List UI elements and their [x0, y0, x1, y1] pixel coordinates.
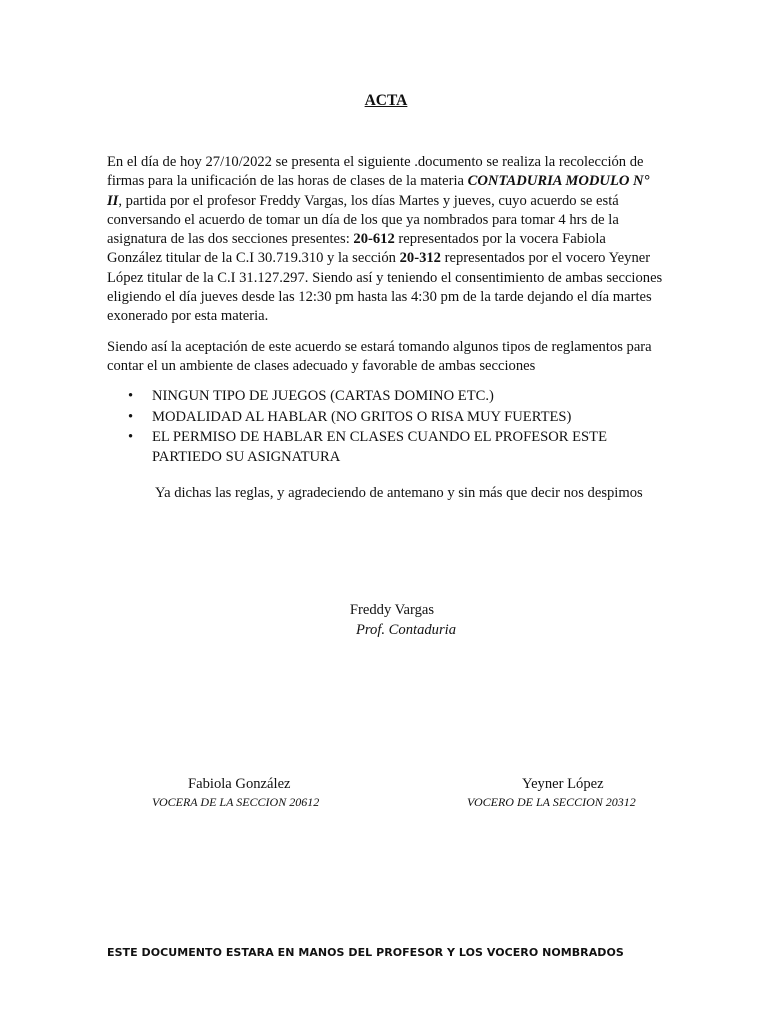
- section-code: 20-312: [399, 250, 441, 267]
- closing-sentence: Ya dichas las reglas, y agradeciendo de antemano y sin más que decir nos despimos: [155, 485, 643, 501]
- rule-text: EL PERMISO DE HABLAR EN CLASES CUANDO EL PROFESOR ESTE PARTIEDO SU ASIGNATURA: [152, 429, 608, 465]
- paragraph-text: representados por la vocera Fabiola González titular de la C.I 30.719.310 y la sección: [107, 231, 606, 267]
- rule-text: NINGUN TIPO DE JUEGOS (CARTAS DOMINO ETC.): [152, 388, 494, 404]
- bullet-icon: •: [128, 388, 134, 404]
- vocero-signature-role: VOCERO DE LA SECCION 20312: [467, 795, 636, 809]
- vocera-signature-name: Fabiola González: [188, 776, 291, 792]
- document-title: ACTA: [364, 92, 408, 109]
- section-code: 20-612: [353, 231, 395, 248]
- footer-note: ESTE DOCUMENTO ESTARA EN MANOS DEL PROFESOR Y LOS VOCERO NOMBRADOS: [107, 946, 624, 959]
- rule-text: MODALIDAD AL HABLAR (NO GRITOS O RISA MUY FUERTES): [152, 408, 572, 425]
- professor-signature-role: Prof. Contaduria: [355, 622, 456, 638]
- list-item: [128, 408, 648, 428]
- rules-list: [128, 387, 648, 468]
- vocera-signature-role: VOCERA DE LA SECCION 20612: [152, 795, 320, 809]
- paragraph-text: representados por el vocero Yeyner López titular de la C.I 31.127.297. Siendo así y teniendo el consentimiento de ambas secciones eligiendo el día jueves desde las 12:30 pm hasta las 4:30 pm de la tarde dejando el día martes exonerado por esta materia.: [107, 250, 663, 325]
- paragraph-text: , partida por el profesor Freddy Vargas, los días Martes y jueves, cuyo acuerdo se está conversando el acuerdo de tomar un día de los que ya nombrados para tomar 4 hrs de la asignatura de las dos secciones presentes:: [107, 192, 619, 248]
- paragraph-text: En el día de hoy 27/10/2022 se presenta el siguiente .documento se realiza la recolección de firmas para la unificación de las horas de clases de la materia: [107, 154, 644, 190]
- agreement-paragraph: [107, 153, 663, 327]
- bullet-icon: •: [128, 429, 134, 445]
- regulations-intro-paragraph: Siendo así la aceptación de este acuerdo se estará tomando algunos tipos de reglamentos para contar el un ambiente de clases adecuado y favorable de ambas secciones: [107, 339, 652, 375]
- professor-signature-name: Freddy Vargas: [349, 602, 435, 618]
- subject-name: CONTADURIA MODULO N° II: [107, 173, 650, 209]
- bullet-icon: •: [128, 408, 134, 425]
- list-item: [128, 428, 648, 467]
- vocero-signature-name: Yeyner López: [522, 776, 604, 792]
- list-item: [128, 387, 648, 407]
